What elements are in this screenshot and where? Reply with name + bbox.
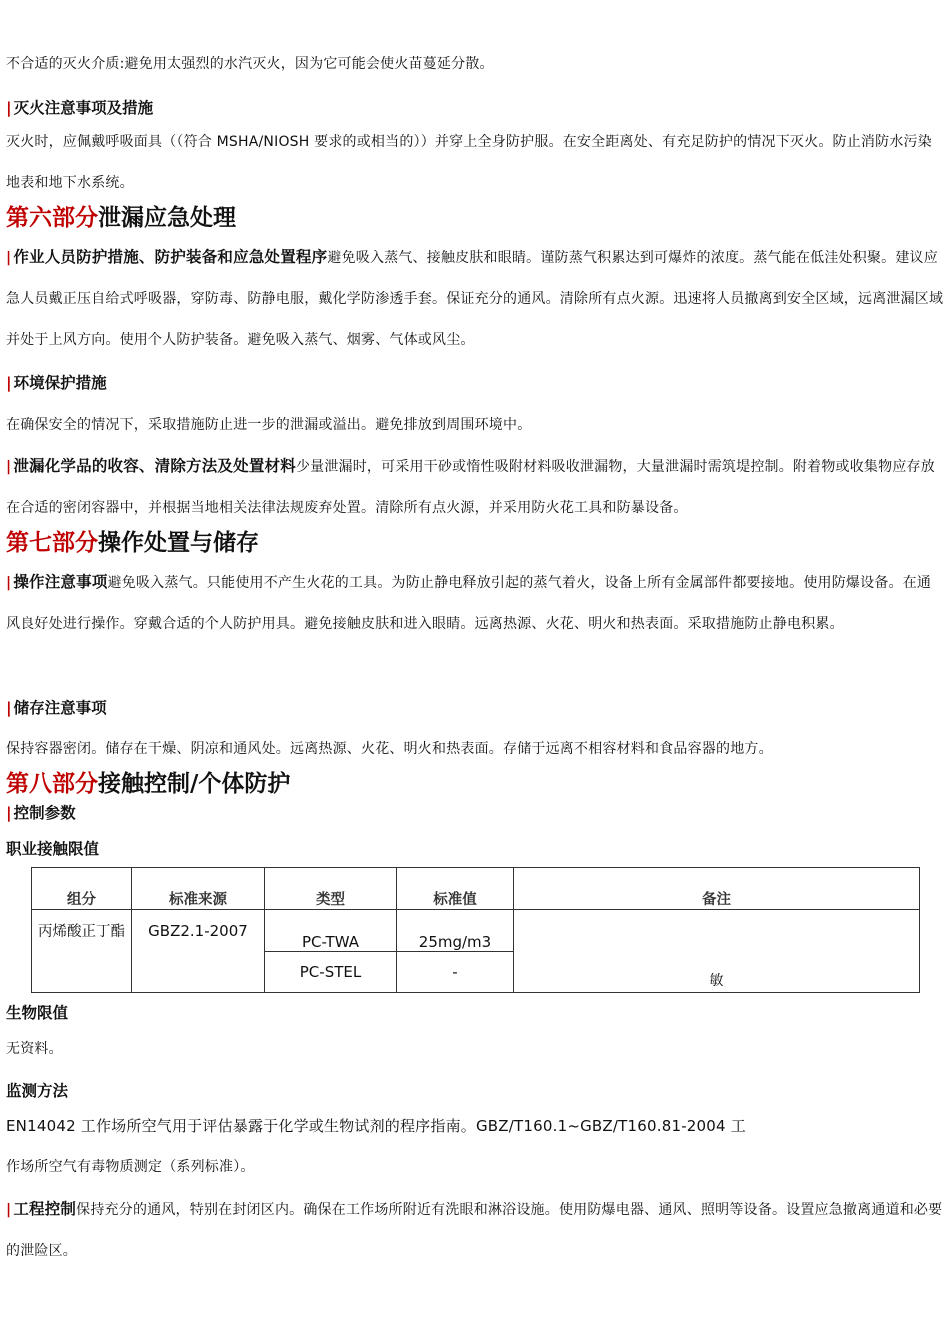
type-cell: PC-STEL — [265, 952, 397, 993]
cleanup-heading: 泄漏化学品的收容、清除方法及处置材料 — [13, 457, 296, 475]
section-7-title: 第七部分操作处置与储存 — [6, 530, 259, 556]
cleanup-paragraph — [6, 446, 944, 529]
handling-paragraph — [6, 562, 944, 645]
storage-heading: | 储存注意事项 — [6, 699, 107, 717]
note-cell: 敏 — [514, 910, 920, 993]
monitoring-heading: 监测方法 — [6, 1082, 69, 1100]
table-header-cell: 标准值 — [397, 868, 514, 910]
monitoring-text-line2: 作场所空气有毒物质测定（系列标准）。 — [6, 1159, 255, 1175]
heading-marker: | — [6, 699, 12, 717]
section-8-title: 第八部分接触控制/个体防护 — [6, 771, 291, 797]
heading-marker: | — [6, 250, 12, 266]
engineering-controls-text: 保持充分的通风，特别在封闭区内。确保在工作场所附近有洗眼和淋浴设施。使用防爆电器、通风、照明等设备。设置应急撤离通道和必要的泄险区。 — [6, 1202, 943, 1259]
heading-marker: | — [6, 804, 12, 822]
bio-limits-text: 无资料。 — [6, 1041, 63, 1057]
type-cell: PC-TWA — [265, 910, 397, 952]
heading-marker: | — [6, 374, 12, 392]
table-header-row — [32, 868, 920, 910]
table-header-cell: 标准来源 — [132, 868, 265, 910]
cleanup-text: 少量泄漏时，可采用干砂或惰性吸附材料吸收泄漏物，大量泄漏时需筑堤控制。附着物或收集物应存放在合适的密闭容器中，并根据当地相关法律法规废弃处置。清除所有点火源，并采用防火花工具和防暴设备。 — [6, 459, 935, 516]
table-row — [32, 910, 920, 952]
value-cell: - — [397, 952, 514, 993]
unsuitable-media-text: 不合适的灭火介质:避免用太强烈的水汽灭火，因为它可能会使火苗蔓延分散。 — [6, 56, 494, 72]
bio-limits-heading: 生物限值 — [6, 1004, 69, 1022]
handling-heading: 操作注意事项 — [13, 573, 108, 591]
control-parameters-heading: | 控制参数 — [6, 804, 76, 822]
table-header-cell: 组分 — [32, 868, 132, 910]
heading-marker: | — [6, 459, 12, 475]
heading-marker: | — [6, 99, 12, 117]
handling-text: 避免吸入蒸气。只能使用不产生火花的工具。为防止静电释放引起的蒸气着火，设备上所有金属部件都要接地。使用防爆设备。在通风良好处进行操作。穿戴合适的个人防护用具。避免接触皮肤和进入眼睛。远离热源、火花、明火和热表面。采取措施防止静电积累。 — [6, 575, 932, 632]
engineering-controls-paragraph — [6, 1189, 944, 1272]
fire-precautions-heading: | 灭火注意事项及措施 — [6, 99, 154, 117]
section-6-title: 第六部分泄漏应急处理 — [6, 205, 236, 231]
storage-text: 保持容器密闭。储存在干燥、阴凉和通风处。远离热源、火花、明火和热表面。存储于远离不相容材料和食品容器的地方。 — [6, 741, 773, 757]
personal-precautions-paragraph — [6, 237, 944, 361]
heading-marker: | — [6, 575, 12, 591]
monitoring-text-line1: EN14042 工作场所空气用于评估暴露于化学或生物试剂的程序指南。GBZ/T160.1~GBZ/T160.81-2004 工 — [6, 1117, 746, 1135]
table-header-cell: 备注 — [514, 868, 920, 910]
fire-precautions-text: 灭火时，应佩戴呼吸面具（（符合 MSHA/NIOSH 要求的或相当的））并穿上全身防护服。在安全距离处、有充足防护的情况下灭火。防止消防水污染地表和地下水系统。 — [6, 134, 932, 191]
component-cell: 丙烯酸正丁酯 — [32, 910, 132, 993]
env-protection-heading: | 环境保护措施 — [6, 374, 107, 392]
value-cell: 25mg/m3 — [397, 910, 514, 952]
personal-precautions-text: 避免吸入蒸气、接触皮肤和眼睛。谨防蒸气积累达到可爆炸的浓度。蒸气能在低洼处积聚。建议应急人员戴正压自给式呼吸器，穿防毒、防静电服，戴化学防渗透手套。保证充分的通风。清除所有点火源。迅速将人员撤离到安全区域，远离泄漏区域并处于上风方向。使用个人防护装备。避免吸入蒸气、烟雾、气体或风尘。 — [6, 250, 944, 348]
heading-marker: | — [6, 1202, 12, 1218]
source-cell: GBZ2.1-2007 — [132, 910, 265, 993]
table-header-cell: 类型 — [265, 868, 397, 910]
personal-precautions-heading: 作业人员防护措施、防护装备和应急处置程序 — [13, 248, 328, 266]
oel-heading: 职业接触限值 — [6, 840, 100, 858]
env-protection-text: 在确保安全的情况下，采取措施防止进一步的泄漏或溢出。避免排放到周围环境中。 — [6, 417, 532, 433]
engineering-controls-heading: 工程控制 — [13, 1200, 77, 1218]
exposure-limits-table — [31, 867, 920, 993]
